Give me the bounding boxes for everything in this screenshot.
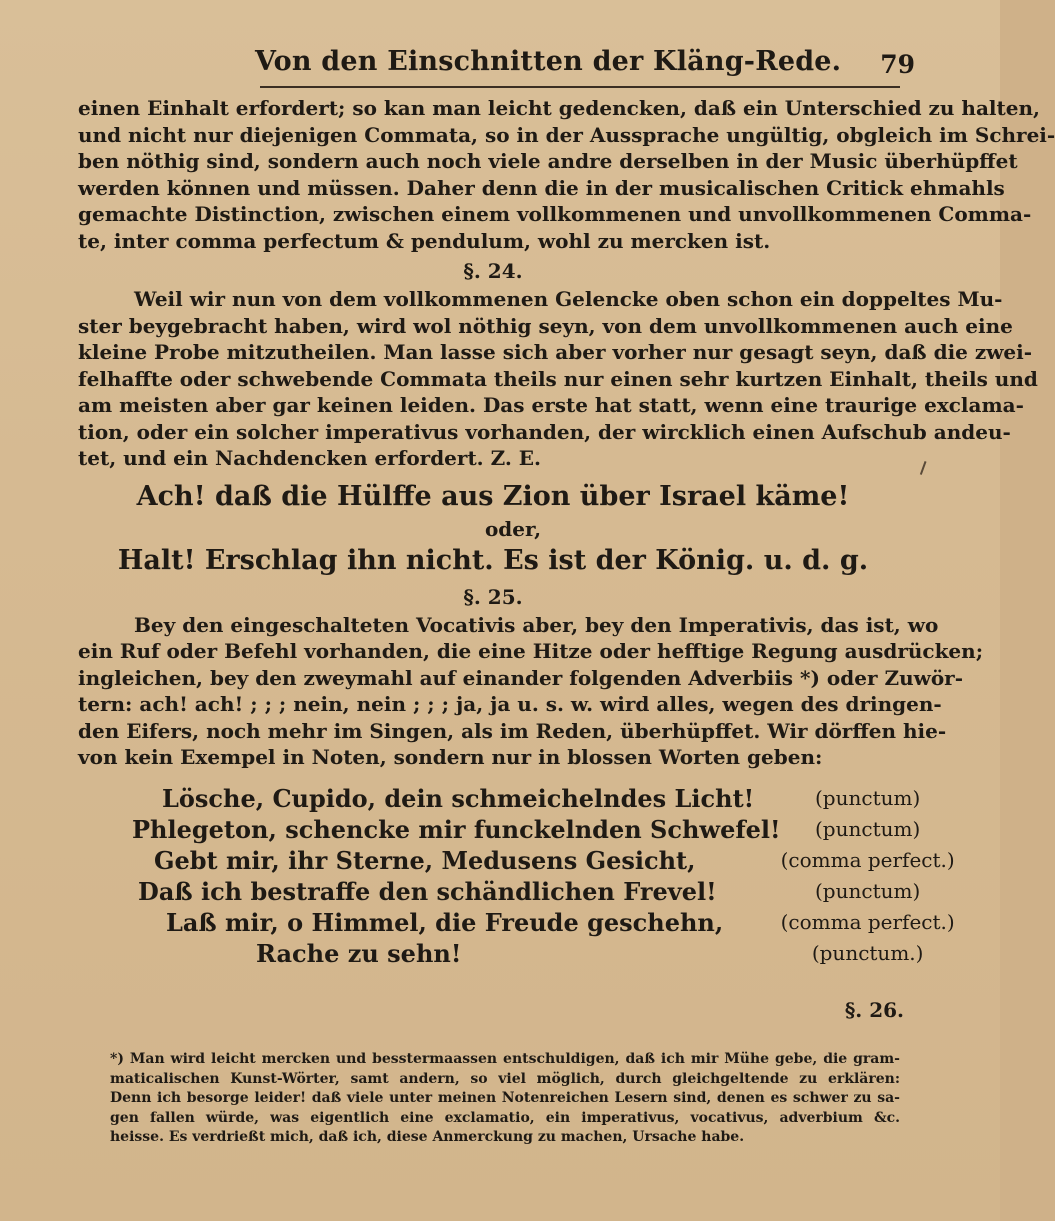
catchword: §. 26. xyxy=(844,997,904,1022)
text-line: ingleichen, bey den zweymahl auf einander folgenden Adverbiis *) oder Zuwör- xyxy=(78,665,963,690)
footnote-line: gen fallen würde, was eigentlich eine exclamatio, ein imperativus, vocativus, adverbium &c. xyxy=(110,1109,900,1126)
text-line: kleine Probe mitzutheilen. Man lasse sich aber vorher nur gesagt seyn, daß die zwei- xyxy=(78,340,1033,364)
text-line: gemachte Distinction, zwischen einem vollkommenen und unvollkommenen Comma- xyxy=(78,202,1032,226)
punctuation-mark: (punctum) xyxy=(815,878,921,903)
section-heading-24: §. 24. xyxy=(463,259,523,283)
verse-block xyxy=(126,783,955,969)
punctuation-mark: (punctum) xyxy=(815,785,921,810)
text-line: ein Ruf oder Befehl vorhanden, die eine Hitze oder hefftige Regung ausdrücken; xyxy=(78,639,984,663)
footnote-line: heisse. Es verdrießt mich, daß ich, diese Anmerckung zu machen, Ursache habe. xyxy=(110,1129,745,1145)
body-text xyxy=(78,95,1055,1025)
margin-mark xyxy=(920,461,932,477)
text-line: ster beygebracht haben, wird wol nöthig seyn, von dem unvollkommenen auch eine xyxy=(78,313,1013,338)
example-line-1: Ach! daß die Hülffe aus Zion über Israel käme! xyxy=(136,480,850,512)
punctuation-mark: (comma perfect.) xyxy=(780,909,955,934)
verse-row xyxy=(126,876,955,907)
verse-row xyxy=(126,814,955,845)
text-line: und nicht nur diejenigen Commata, so in der Aussprache ungültig, obgleich im Schrei- xyxy=(78,122,1055,147)
verse-text: Laß mir, o Himmel, die Freude geschehn, xyxy=(166,907,724,937)
text-line: einen Einhalt erfordert; so kan man leicht gedencken, daß ein Unterschied zu halten, xyxy=(78,96,1040,120)
example-line-2: Halt! Erschlag ihn nicht. Es ist der König. u. d. g. xyxy=(117,544,869,576)
verse-row xyxy=(126,783,955,814)
example-separator: oder, xyxy=(484,516,542,541)
text-line: tern: ach! ach! ; ; ; nein, nein ; ; ; ja, ja u. s. w. wird alles, wegen des dringen- xyxy=(78,692,942,716)
text-line: felhaffte oder schwebende Commata theils nur einen sehr kurtzen Einhalt, theils und xyxy=(78,366,1038,391)
page-number: 79 xyxy=(880,50,915,79)
text-line: Weil wir nun von dem vollkommenen Gelencke oben schon ein doppeltes Mu- xyxy=(134,287,1003,311)
section-heading-25: §. 25. xyxy=(463,584,523,609)
footnote-line: Denn ich besorge leider! daß viele unter meinen Notenreichen Lesern sind, denen es schwer zu sa- xyxy=(110,1090,900,1106)
verse-row xyxy=(126,845,955,876)
verse-row xyxy=(126,938,955,969)
paragraph-3 xyxy=(78,612,984,771)
verse-row xyxy=(126,907,955,938)
running-head: Von den Einschnitten der Kläng-Rede. xyxy=(255,46,842,77)
paragraph-2 xyxy=(78,286,1038,472)
footnote-line: maticalischen Kunst-Wörter, samt andern, so viel möglich, durch gleichgeltende zu erklären: xyxy=(110,1070,900,1087)
punctuation-mark: (punctum) xyxy=(815,816,921,841)
verse-text: Gebt mir, ihr Sterne, Medusens Gesicht, xyxy=(154,845,696,875)
text-line: tion, oder ein solcher imperativus vorhanden, der wircklich einen Aufschub andeu- xyxy=(78,419,1011,444)
text-line: Bey den eingeschalteten Vocativis aber, bey den Imperativis, das ist, wo xyxy=(134,612,939,637)
page-header xyxy=(255,44,915,88)
verse-text: Phlegeton, schencke mir funckelnden Schwefel! xyxy=(132,814,781,844)
text-line: tet, und ein Nachdencken erfordert. Z. E. xyxy=(78,446,541,470)
paragraph-1 xyxy=(78,95,1055,254)
text-line: ben nöthig sind, sondern auch noch viele andre derselben in der Music überhüpffet xyxy=(78,149,1018,173)
text-line: te, inter comma perfectum & pendulum, wohl zu mercken ist. xyxy=(78,228,771,253)
footnote-line: *) Man wird leicht mercken und besstermaassen entschuldigen, daß ich mir Mühe gebe, die gram- xyxy=(110,1051,900,1067)
text-line: werden können und müssen. Daher denn die in der musicalischen Critick ehmahls xyxy=(78,175,1005,200)
text-line: von kein Exempel in Noten, sondern nur in blossen Worten geben: xyxy=(78,745,823,769)
text-line: am meisten aber gar keinen leiden. Das erste hat statt, wenn eine traurige exclama- xyxy=(78,393,1024,417)
footnote xyxy=(110,1050,900,1148)
punctuation-mark: (punctum.) xyxy=(811,940,924,965)
verse-text: Rache zu sehn! xyxy=(256,938,462,968)
header-rule xyxy=(260,86,900,88)
verse-text: Lösche, Cupido, dein schmeichelndes Licht! xyxy=(162,783,755,813)
text-line: den Eifers, noch mehr im Singen, als im Reden, überhüpffet. Wir dörffen hie- xyxy=(78,718,947,743)
verse-text: Daß ich bestraffe den schändlichen Frevel! xyxy=(138,876,717,906)
punctuation-mark: (comma perfect.) xyxy=(780,847,955,872)
